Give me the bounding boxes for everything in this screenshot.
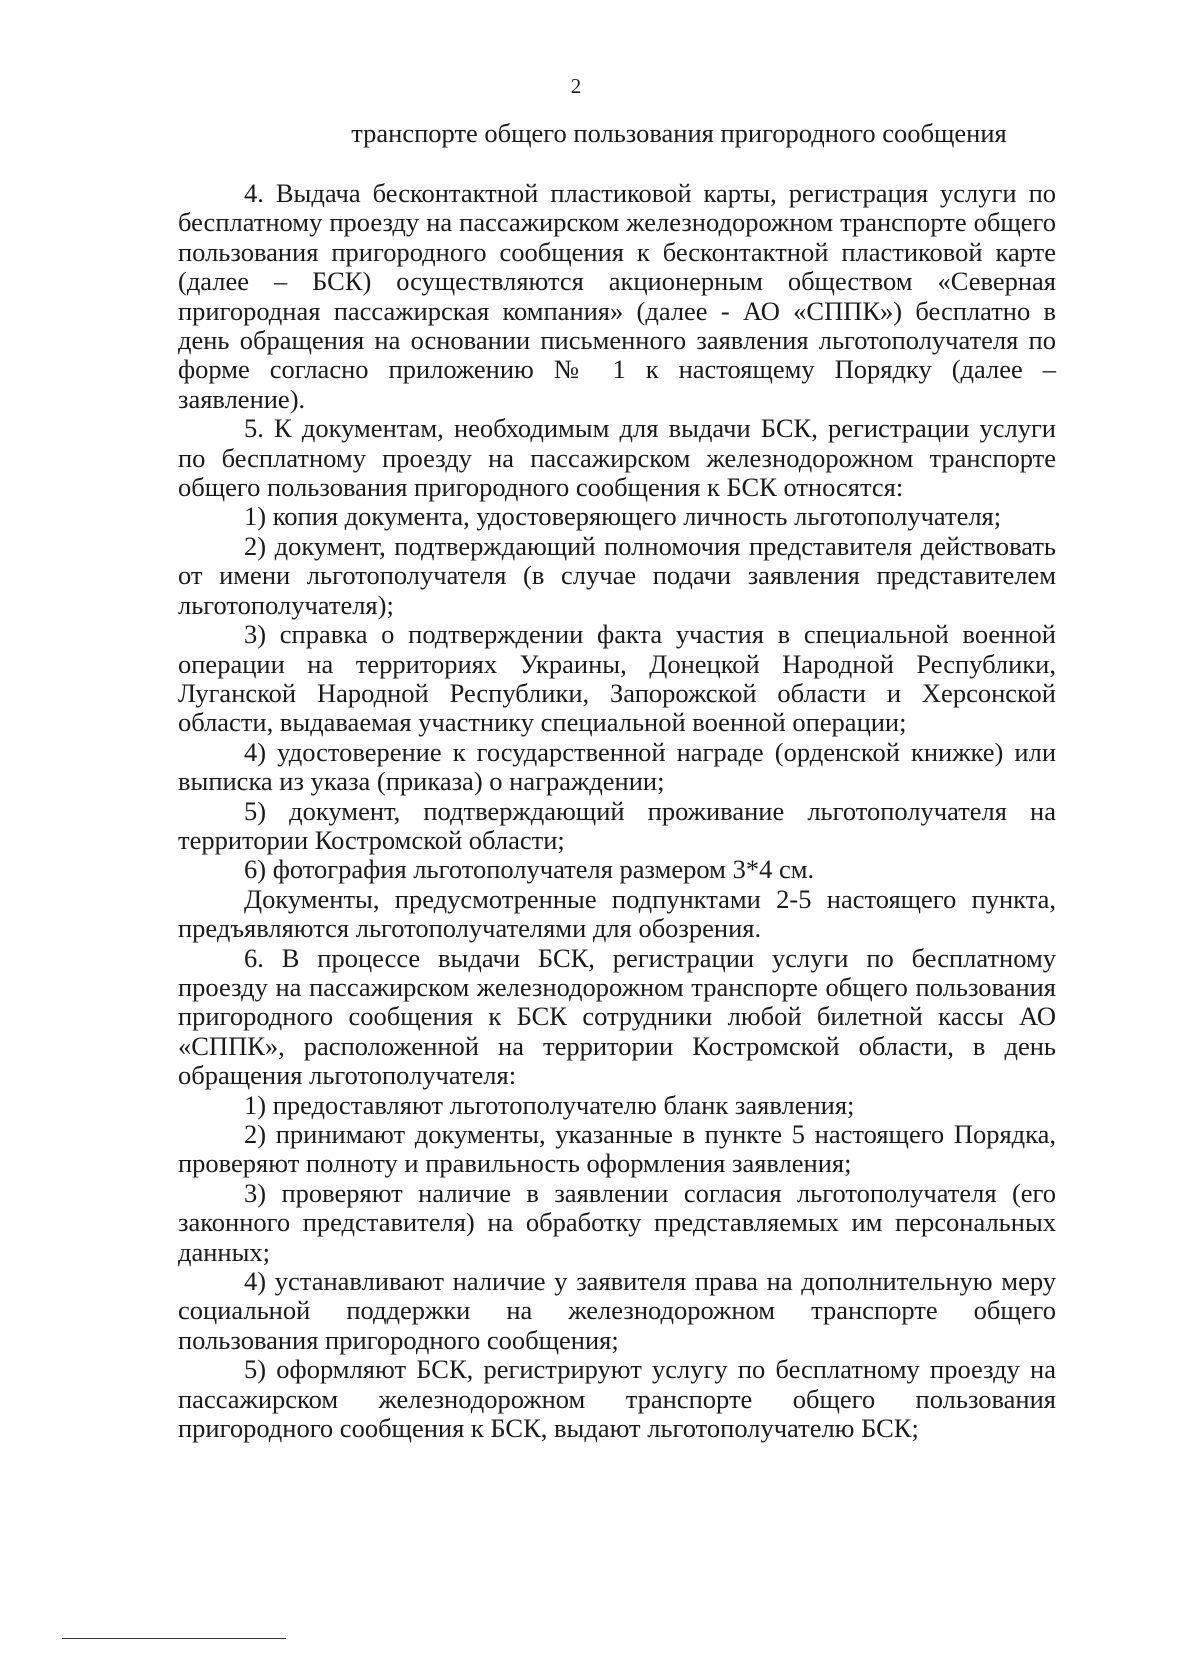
list-item: 5) оформляют БСК, регистрируют услугу по бесплатному проезду на пассажирском железнодорожном транспорте общего пользования пригородного сообщения к БСК, выдают льготополучателю БСК;	[178, 1354, 1056, 1444]
list-item: 3) проверяют наличие в заявлении согласия льготополучателя (его законного представителя) на обработку представляемых им персональных данных;	[178, 1177, 1056, 1267]
list-item: 4) удостоверение к государственной награде (орденской книжке) или выписка из указа (приказа) о награждении;	[178, 736, 1056, 797]
document-body	[178, 179, 1056, 1443]
paragraph-note: Документы, предусмотренные подпунктами 2-5 настоящего пункта, предъявляются льготополучателями для обозрения.	[178, 883, 1056, 944]
continuation-line: транспорте общего пользования пригородного сообщения	[351, 118, 1007, 148]
list-item: 6) фотография льготополучателя размером 3*4 см.	[244, 854, 815, 885]
list-item: 3) справка о подтверждении факта участия в специальной военной операции на территориях Украины, Донецкой Народной Республики, Луганской Народной Республики, Запорожской области и Херсонской области, выдаваемая участнику специальной военной операции;	[178, 619, 1056, 738]
page-number: 2	[570, 74, 582, 98]
paragraph-5: 5. К документам, необходимым для выдачи БСК, регистрации услуги по бесплатному проезду на пассажирском железнодорожном транспорте общего пользования пригородного сообщения к БСК относятся:	[178, 413, 1056, 503]
footer-rule	[62, 1638, 286, 1639]
list-item: 2) принимают документы, указанные в пункте 5 настоящего Порядка, проверяют полноту и правильность оформления заявления;	[178, 1119, 1056, 1179]
list-item: 1) копия документа, удостоверяющего личность льготополучателя;	[244, 501, 1002, 532]
list-item: 5) документ, подтверждающий проживание льготополучателя на территории Костромской области;	[178, 795, 1056, 855]
paragraph-4: 4. Выдача бесконтактной пластиковой карты, регистрация услуги по бесплатному проезду на пассажирском железнодорожном транспорте общего пользования пригородного сообщения к бесконтактной пластиковой карте (далее – БСК) осуществляются акционерным обществом «Северная пригородная пассажирская компания» (далее - АО «СППК») бесплатно в день обращения на основании письменного заявления льготополучателя по форме согласно приложению № 1 к настоящему Порядку (далее – заявление).	[178, 178, 1056, 414]
list-item: 4) устанавливают наличие у заявителя права на дополнительную меру социальной поддержки на железнодорожном транспорте общего пользования пригородного сообщения;	[178, 1266, 1056, 1355]
paragraph-6: 6. В процессе выдачи БСК, регистрации услуги по бесплатному проезду на пассажирском железнодорожном транспорте общего пользования пригородного сообщения к БСК сотрудники любой билетной кассы АО «СППК», расположенной на территории Костромской области, в день обращения льготополучателя:	[178, 942, 1056, 1091]
list-item: 1) предоставляют льготополучателю бланк заявления;	[244, 1089, 855, 1120]
list-item: 2) документ, подтверждающий полномочия представителя действовать от имени льготополучателя (в случае подачи заявления представителем льготополучателя);	[178, 530, 1056, 620]
